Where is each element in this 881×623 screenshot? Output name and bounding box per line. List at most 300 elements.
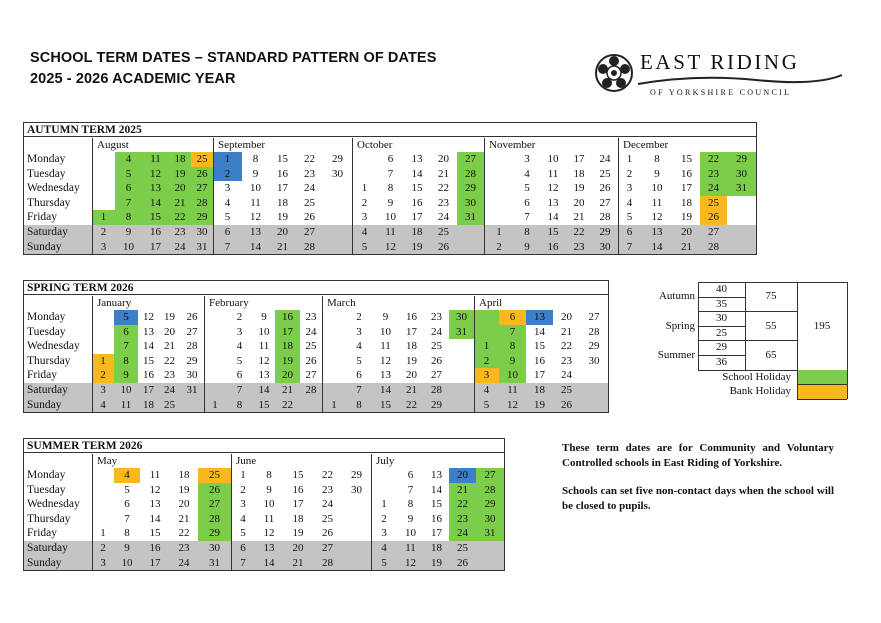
date-cell: 7	[236, 384, 243, 396]
date-cell: 19	[174, 167, 186, 180]
date-cell: 31	[736, 182, 747, 195]
date-cell: 21	[174, 196, 186, 209]
date-cell: 26	[304, 211, 315, 224]
legend-days-a: 40	[716, 283, 727, 295]
date-cell: 2	[483, 354, 490, 367]
date-cell: 5	[124, 483, 130, 496]
date-cell: 27	[599, 196, 611, 209]
date-cell: 8	[407, 498, 414, 511]
date-cell: 17	[277, 182, 288, 195]
date-cell: 7	[356, 384, 362, 396]
date-cell: 6	[387, 153, 394, 165]
date-cell: 6	[356, 369, 362, 382]
date-cell: 12	[507, 398, 518, 411]
date-cell: 13	[258, 369, 270, 382]
term-title: AUTUMN TERM 2025	[24, 123, 756, 137]
date-cell: 10	[250, 182, 261, 195]
date-cell: 29	[599, 226, 611, 238]
date-cell: 3	[361, 211, 368, 224]
date-cell: 15	[431, 498, 442, 511]
date-cell: 25	[431, 340, 442, 353]
date-cell: 24	[305, 325, 317, 338]
date-cell: 10	[385, 211, 396, 224]
date-cell: 24	[164, 384, 175, 396]
date-cell: 23	[561, 354, 572, 367]
date-cell: 4	[236, 340, 243, 353]
date-cell: 12	[150, 167, 161, 180]
date-cell: 10	[258, 325, 270, 338]
date-cell: 3	[224, 182, 231, 195]
page-subtitle: 2025 - 2026 ACADEMIC YEAR	[30, 71, 236, 87]
legend-bank-holiday-label: Bank Holiday	[729, 385, 791, 398]
month-name: November	[489, 139, 536, 151]
date-cell: 29	[736, 153, 747, 165]
date-cell: 20	[282, 369, 293, 382]
date-cell: 22	[304, 153, 315, 165]
date-cell: 29	[209, 527, 220, 540]
date-cell: 7	[626, 240, 633, 253]
date-cell: 2	[100, 369, 106, 382]
date-cell: 7	[124, 512, 130, 525]
date-cell: 19	[431, 556, 442, 569]
date-cell: 8	[387, 182, 394, 195]
month-name: April	[479, 297, 503, 309]
date-cell: 16	[282, 311, 293, 323]
date-cell: 28	[465, 167, 476, 180]
date-cell: 17	[681, 182, 692, 195]
date-cell: 19	[406, 354, 417, 367]
date-cell: 16	[143, 369, 154, 382]
date-cell: 8	[524, 226, 530, 238]
date-cell: 4	[240, 512, 246, 525]
date-cell: 30	[456, 311, 467, 323]
date-cell: 27	[304, 226, 315, 238]
day-label-wednesday: Wednesday	[27, 498, 80, 511]
date-cell: 21	[277, 240, 288, 253]
day-label-saturday: Saturday	[27, 542, 68, 554]
date-cell: 22	[457, 498, 468, 511]
date-cell: 23	[305, 311, 317, 323]
date-cell: 27	[588, 311, 600, 323]
legend-rule	[797, 370, 798, 399]
date-cell: 24	[561, 369, 572, 382]
date-cell: 30	[196, 226, 208, 238]
date-cell: 25	[304, 196, 315, 209]
date-cell: 30	[332, 167, 343, 180]
date-cell: 7	[524, 211, 530, 224]
date-cell: 2	[361, 196, 368, 209]
date-cell: 20	[292, 542, 304, 554]
legend-days-a: 29	[716, 341, 727, 354]
date-cell: 28	[196, 196, 208, 209]
date-cell: 24	[178, 556, 190, 569]
day-label-monday: Monday	[27, 469, 66, 481]
date-cell: 21	[457, 483, 468, 496]
date-cell: 12	[149, 483, 161, 496]
date-cell: 19	[534, 398, 545, 411]
date-cell: 8	[125, 211, 132, 224]
date-cell: 9	[524, 240, 530, 253]
date-cell: 25	[708, 196, 719, 209]
month-name: December	[623, 139, 669, 151]
date-cell: 9	[407, 512, 414, 525]
date-cell: 25	[305, 340, 317, 353]
date-cell: 7	[125, 196, 132, 209]
date-cell: 18	[406, 340, 417, 353]
date-cell: 14	[258, 384, 270, 396]
date-cell: 12	[405, 556, 416, 569]
date-cell: 16	[411, 196, 423, 209]
legend-rule	[698, 326, 745, 327]
date-cell: 19	[292, 527, 304, 540]
date-cell: 2	[240, 483, 246, 496]
date-cell: 7	[387, 167, 394, 180]
date-cell: 24	[457, 527, 468, 540]
date-cell: 3	[100, 240, 107, 253]
date-cell: 27	[484, 469, 496, 481]
date-cell: 27	[209, 498, 220, 511]
date-cell: 25	[438, 226, 449, 238]
date-cell: 26	[561, 398, 572, 411]
date-cell: 7	[224, 240, 231, 253]
date-cell: 16	[534, 354, 545, 367]
date-cell: 26	[196, 167, 208, 180]
date-cell: 11	[380, 340, 391, 353]
date-cell: 11	[149, 469, 161, 481]
date-cell: 3	[100, 556, 106, 569]
date-cell: 14	[149, 512, 161, 525]
date-cell: 14	[651, 240, 663, 253]
logo-swoosh	[636, 72, 846, 86]
date-cell: 10	[123, 240, 134, 253]
month-name: February	[209, 297, 249, 309]
date-cell: 29	[588, 340, 600, 353]
date-cell: 16	[150, 226, 161, 238]
day-label-tuesday: Tuesday	[27, 483, 66, 496]
date-cell: 5	[626, 211, 633, 224]
date-cell: 10	[120, 384, 132, 396]
date-cell: 22	[438, 182, 449, 195]
date-cell: 9	[125, 226, 132, 238]
date-cell: 12	[651, 211, 663, 224]
logo-name: EAST RIDING	[640, 50, 800, 74]
date-cell: 21	[164, 340, 175, 353]
date-cell: 15	[258, 398, 270, 411]
date-cell: 1	[483, 340, 490, 353]
legend-days-b: 25	[716, 326, 727, 339]
date-cell: 20	[178, 498, 190, 511]
date-cell: 20	[277, 226, 288, 238]
date-cell: 13	[547, 196, 559, 209]
day-label-friday: Friday	[27, 211, 58, 224]
legend-rule	[698, 282, 699, 370]
date-cell: 3	[483, 369, 490, 382]
date-cell: 2	[626, 167, 633, 180]
day-label-thursday: Thursday	[27, 196, 71, 209]
date-cell: 19	[178, 483, 190, 496]
date-cell: 14	[143, 340, 154, 353]
date-cell: 15	[277, 153, 288, 165]
date-cell: 15	[411, 182, 423, 195]
date-cell: 17	[282, 325, 293, 338]
legend-rule	[797, 399, 847, 400]
date-cell: 23	[322, 483, 333, 496]
date-cell: 20	[573, 196, 585, 209]
date-cell: 10	[405, 527, 416, 540]
date-cell: 14	[150, 196, 161, 209]
date-cell: 1	[212, 398, 218, 411]
date-cell: 22	[178, 527, 190, 540]
date-cell: 6	[125, 182, 132, 195]
date-cell: 24	[438, 211, 449, 224]
day-label-monday: Monday	[27, 311, 66, 323]
date-cell: 23	[438, 196, 449, 209]
legend-term-label: Autumn	[658, 290, 695, 303]
date-cell: 15	[143, 354, 154, 367]
legend-term-label: Spring	[665, 319, 695, 332]
note-paragraph-1: These term dates are for Community and Voluntary Controlled schools in East Riding of Yorkshire.	[562, 442, 834, 469]
day-label-wednesday: Wednesday	[27, 182, 80, 195]
date-cell: 11	[651, 196, 663, 209]
date-cell: 22	[322, 469, 333, 481]
date-cell: 5	[356, 354, 362, 367]
note-paragraph-2: Schools can set five non-contact days when the school will be closed to pupils.	[562, 485, 834, 512]
legend-days-a: 30	[716, 312, 727, 325]
date-cell: 23	[457, 512, 468, 525]
date-cell: 23	[178, 542, 190, 554]
day-label-friday: Friday	[27, 527, 58, 540]
date-cell: 20	[174, 182, 186, 195]
date-cell: 21	[406, 384, 417, 396]
date-cell: 29	[186, 354, 198, 367]
date-cell: 3	[524, 153, 530, 165]
date-cell: 22	[406, 398, 417, 411]
date-cell: 5	[123, 311, 129, 323]
date-cell: 30	[736, 167, 747, 180]
month-name: March	[327, 297, 356, 309]
school-holiday-block	[474, 310, 499, 339]
day-label-wednesday: Wednesday	[27, 340, 80, 353]
day-label-saturday: Saturday	[27, 384, 68, 396]
date-cell: 26	[431, 354, 442, 367]
date-cell: 19	[573, 182, 585, 195]
date-cell: 11	[547, 167, 559, 180]
date-cell: 6	[124, 498, 130, 511]
legend-term-total: 65	[765, 348, 777, 361]
date-cell: 18	[431, 542, 442, 554]
date-cell: 9	[123, 369, 129, 382]
date-cell: 19	[411, 240, 423, 253]
date-cell: 22	[174, 211, 186, 224]
date-cell: 8	[236, 398, 243, 411]
date-cell: 22	[708, 153, 719, 165]
date-cell: 1	[626, 153, 633, 165]
date-cell: 13	[149, 498, 161, 511]
date-cell: 28	[708, 240, 719, 253]
date-cell: 26	[457, 556, 468, 569]
date-cell: 9	[509, 354, 516, 367]
date-cell: 18	[277, 196, 288, 209]
date-cell: 12	[385, 240, 396, 253]
date-cell: 11	[405, 542, 416, 554]
date-cell: 5	[524, 182, 530, 195]
date-cell: 29	[484, 498, 496, 511]
date-cell: 6	[626, 226, 633, 238]
date-cell: 13	[150, 182, 161, 195]
date-cell: 19	[282, 354, 293, 367]
date-cell: 13	[431, 469, 442, 481]
date-cell: 10	[121, 556, 133, 569]
date-cell: 17	[143, 384, 154, 396]
date-cell: 28	[322, 556, 333, 569]
date-cell: 16	[547, 240, 559, 253]
date-cell: 9	[654, 167, 660, 180]
date-cell: 1	[331, 398, 337, 411]
date-cell: 19	[681, 211, 692, 224]
legend-rule	[698, 297, 745, 298]
date-cell: 18	[174, 153, 186, 165]
logo-subtitle: OF YORKSHIRE COUNCIL	[650, 88, 792, 97]
date-cell: 1	[496, 226, 502, 238]
date-cell: 27	[322, 542, 333, 554]
date-cell: 11	[507, 384, 518, 396]
date-cell: 10	[507, 369, 518, 382]
date-cell: 23	[174, 226, 186, 238]
date-cell: 5	[240, 527, 246, 540]
date-cell: 10	[547, 153, 559, 165]
date-cell: 14	[534, 325, 545, 338]
date-cell: 26	[322, 527, 333, 540]
date-cell: 16	[149, 542, 161, 554]
date-cell: 10	[263, 498, 275, 511]
date-cell: 18	[534, 384, 545, 396]
date-cell: 11	[250, 196, 261, 209]
date-cell: 21	[292, 556, 304, 569]
legend-rule	[698, 355, 745, 356]
date-cell: 5	[483, 398, 490, 411]
date-cell: 27	[465, 153, 476, 165]
date-cell: 16	[681, 167, 692, 180]
council-logo	[592, 46, 852, 106]
date-cell: 17	[149, 556, 161, 569]
date-cell: 2	[381, 512, 387, 525]
date-cell: 3	[356, 325, 362, 338]
date-cell: 17	[534, 369, 545, 382]
date-cell: 9	[124, 542, 130, 554]
date-cell: 8	[356, 398, 362, 411]
date-cell: 28	[305, 384, 317, 396]
date-cell: 12	[250, 211, 261, 224]
date-cell: 31	[465, 211, 476, 224]
date-cell: 2	[236, 311, 243, 323]
date-cell: 26	[305, 354, 317, 367]
legend-rule	[745, 282, 746, 370]
legend-days-b: 36	[716, 356, 727, 368]
day-label-tuesday: Tuesday	[27, 167, 66, 180]
date-cell: 9	[252, 167, 259, 180]
date-cell: 15	[150, 211, 161, 224]
date-cell: 3	[236, 325, 243, 338]
legend-days-b: 35	[716, 297, 727, 310]
date-cell: 12	[143, 311, 154, 323]
rose-emblem-icon	[594, 53, 634, 93]
date-cell: 30	[599, 240, 611, 253]
date-cell: 25	[196, 153, 208, 165]
legend-rule	[797, 384, 847, 385]
date-cell: 4	[524, 167, 530, 180]
day-label-thursday: Thursday	[27, 512, 71, 525]
date-cell: 23	[431, 311, 442, 323]
date-cell: 28	[588, 325, 600, 338]
day-label-saturday: Saturday	[27, 226, 68, 238]
date-cell: 3	[240, 498, 246, 511]
date-cell: 6	[123, 325, 129, 338]
date-cell: 21	[561, 325, 572, 338]
date-cell: 4	[356, 340, 362, 353]
date-cell: 13	[651, 226, 663, 238]
legend-grand-total: 195	[813, 319, 831, 332]
day-label-tuesday: Tuesday	[27, 325, 66, 338]
month-name: May	[97, 455, 118, 467]
date-cell: 29	[431, 398, 442, 411]
date-cell: 25	[322, 512, 333, 525]
date-cell: 30	[465, 196, 476, 209]
date-cell: 28	[186, 340, 198, 353]
date-cell: 2	[100, 542, 106, 554]
date-cell: 27	[196, 182, 208, 195]
date-cell: 8	[124, 527, 130, 540]
date-cell: 12	[547, 182, 559, 195]
day-label-sunday: Sunday	[27, 240, 62, 253]
date-cell: 30	[484, 512, 496, 525]
date-cell: 23	[304, 167, 315, 180]
date-cell: 5	[125, 167, 132, 180]
date-cell: 18	[282, 340, 293, 353]
date-cell: 9	[387, 196, 394, 209]
date-cell: 17	[150, 240, 161, 253]
date-cell: 22	[282, 398, 293, 411]
term-title: SPRING TERM 2026	[24, 281, 608, 295]
date-cell: 27	[305, 369, 317, 382]
date-cell: 21	[282, 384, 293, 396]
date-cell: 24	[708, 182, 719, 195]
date-cell: 29	[332, 153, 343, 165]
date-cell: 25	[561, 384, 572, 396]
date-cell: 1	[100, 211, 107, 224]
date-cell: 7	[123, 340, 129, 353]
date-cell: 12	[258, 354, 270, 367]
date-cell: 7	[407, 483, 414, 496]
date-cell: 11	[385, 226, 396, 238]
date-cell: 6	[224, 226, 231, 238]
date-cell: 1	[240, 469, 246, 481]
date-cell: 18	[292, 512, 304, 525]
date-cell: 11	[263, 512, 275, 525]
date-cell: 28	[304, 240, 315, 253]
date-cell: 29	[465, 182, 476, 195]
legend-term-total: 75	[765, 290, 777, 303]
date-cell: 8	[252, 153, 259, 165]
legend-rule	[797, 282, 847, 283]
month-name: July	[376, 455, 395, 467]
date-cell: 28	[599, 211, 611, 224]
date-cell: 17	[292, 498, 304, 511]
date-cell: 7	[509, 325, 516, 338]
date-cell: 17	[411, 211, 423, 224]
date-cell: 21	[573, 211, 585, 224]
date-cell: 24	[431, 325, 442, 338]
legend-term-label: Summer	[657, 348, 695, 361]
